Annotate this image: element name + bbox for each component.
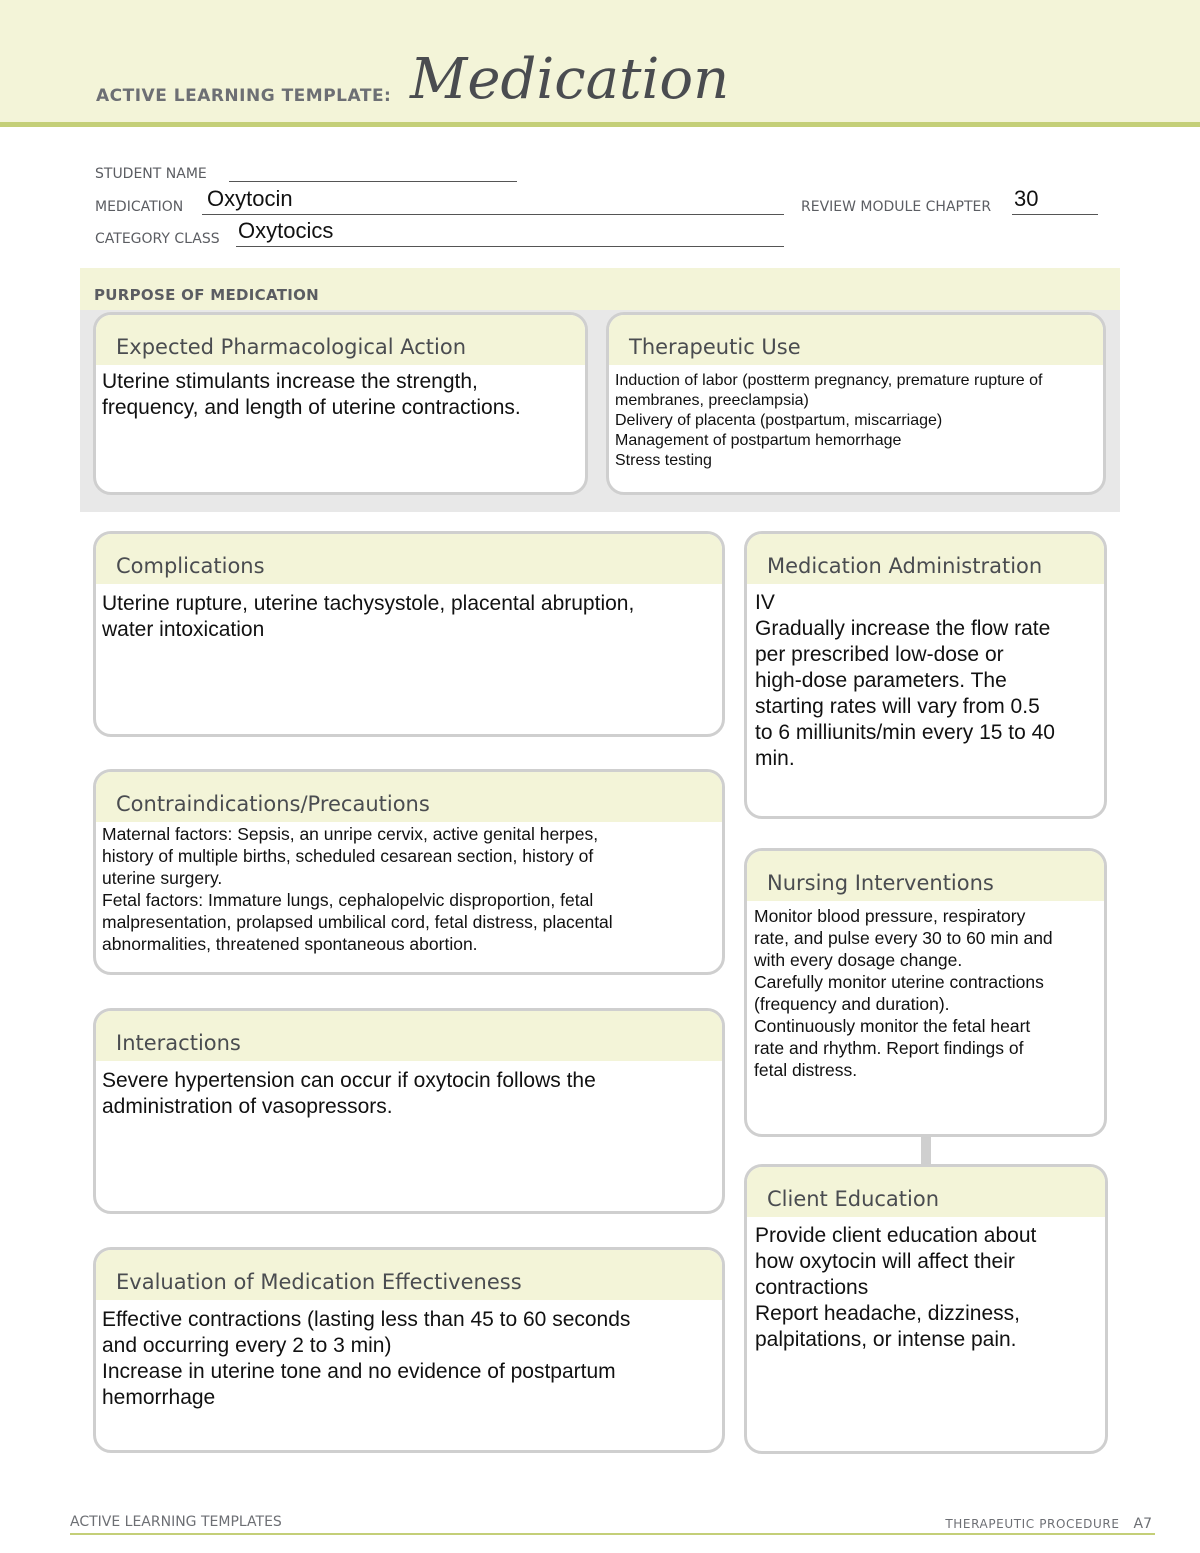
administration-box (744, 531, 1107, 819)
contraindications-text[interactable]: Maternal factors: Sepsis, an unripe cervix, active genital herpes, history of multiple births, scheduled cesarean section, history of uterine surgery. Fetal factors: Immature lungs, cephalopelvic disproportion, fetal malpresentation, prolapsed umbilical cord, fetal distress, placental abnormalities, threatened spontaneous abortion. (102, 824, 613, 954)
client-education-header (747, 1167, 1105, 1217)
expected-action-header (96, 315, 585, 365)
footer-section-label: THERAPEUTIC PROCEDURE (945, 1517, 1120, 1531)
footer-right (945, 1516, 1152, 1532)
administration-text[interactable]: IV Gradually increase the flow rate per prescribed low-dose or high-dose parameters. The starting rates will vary from 0.5 to 6 milliunits/min every 15 to 40 min. (755, 591, 1055, 770)
contraindications-box (93, 769, 725, 975)
contraindications-header (96, 772, 722, 822)
interactions-box (93, 1008, 725, 1214)
nursing-interventions-header (747, 851, 1104, 901)
expected-action-text[interactable]: Uterine stimulants increase the strength, frequency, and length of uterine contractions. (102, 370, 521, 419)
therapeutic-use-text[interactable]: Induction of labor (postterm pregnancy, premature rupture of membranes, preeclampsia) Delivery of placenta (postpartum, miscarriage) Management of postpartum hemorrhage Stress testing (615, 372, 1043, 469)
review-module-label: REVIEW MODULE CHAPTER (801, 199, 992, 215)
evaluation-header (96, 1250, 722, 1300)
review-module-value[interactable]: 30 (1014, 186, 1039, 211)
category-class-value[interactable]: Oxytocics (238, 218, 334, 243)
client-education-box (744, 1164, 1108, 1454)
interactions-text[interactable]: Severe hypertension can occur if oxytocin follows the administration of vasopressors. (102, 1069, 596, 1118)
evaluation-box (93, 1247, 725, 1453)
purpose-label: PURPOSE OF MEDICATION (94, 286, 320, 304)
student-name-label: STUDENT NAME (95, 166, 207, 182)
evaluation-title: Evaluation of Medication Effectiveness (116, 1270, 522, 1294)
medication-value[interactable]: Oxytocin (207, 186, 293, 211)
footer-rule (70, 1533, 1155, 1535)
medication-line (202, 214, 784, 215)
category-class-line (236, 246, 784, 247)
interactions-header (96, 1011, 722, 1061)
box-connector (921, 1136, 931, 1166)
complications-box (93, 531, 725, 737)
administration-header (747, 534, 1104, 584)
complications-title: Complications (116, 554, 265, 578)
review-module-line (1012, 214, 1098, 215)
template-label: ACTIVE LEARNING TEMPLATE: (96, 86, 392, 106)
complications-text[interactable]: Uterine rupture, uterine tachysystole, placental abruption, water intoxication (102, 592, 635, 641)
nursing-interventions-title: Nursing Interventions (767, 871, 994, 895)
expected-action-box (93, 312, 588, 495)
page-number: A7 (1133, 1516, 1152, 1532)
therapeutic-use-box (606, 312, 1106, 495)
footer-left-label: ACTIVE LEARNING TEMPLATES (70, 1514, 282, 1530)
expected-action-title: Expected Pharmacological Action (116, 335, 467, 359)
client-education-title: Client Education (767, 1187, 940, 1211)
nursing-interventions-text[interactable]: Monitor blood pressure, respiratory rate, and pulse every 30 to 60 min and with every dosage change. Carefully monitor uterine contractions (frequency and duration). Continuously monitor the fetal heart rate and rhythm. Report findings of fetal distress. (754, 906, 1053, 1080)
nursing-interventions-box (744, 848, 1107, 1137)
medication-label: MEDICATION (95, 199, 184, 215)
interactions-title: Interactions (116, 1031, 241, 1055)
contraindications-title: Contraindications/Precautions (116, 792, 430, 816)
student-name-line (229, 181, 517, 182)
category-class-label: CATEGORY CLASS (95, 231, 220, 247)
page-title: Medication (410, 47, 730, 112)
client-education-text[interactable]: Provide client education about how oxytocin will affect their contractions Report headache, dizziness, palpitations, or intense pain. (755, 1224, 1037, 1351)
therapeutic-use-header (609, 315, 1103, 365)
therapeutic-use-title: Therapeutic Use (629, 335, 801, 359)
complications-header (96, 534, 722, 584)
administration-title: Medication Administration (767, 554, 1043, 578)
evaluation-text[interactable]: Effective contractions (lasting less than 45 to 60 seconds and occurring every 2 to 3 min) Increase in uterine tone and no evidence of postpartum hemorrhage (102, 1308, 631, 1409)
header-rule (0, 122, 1200, 127)
